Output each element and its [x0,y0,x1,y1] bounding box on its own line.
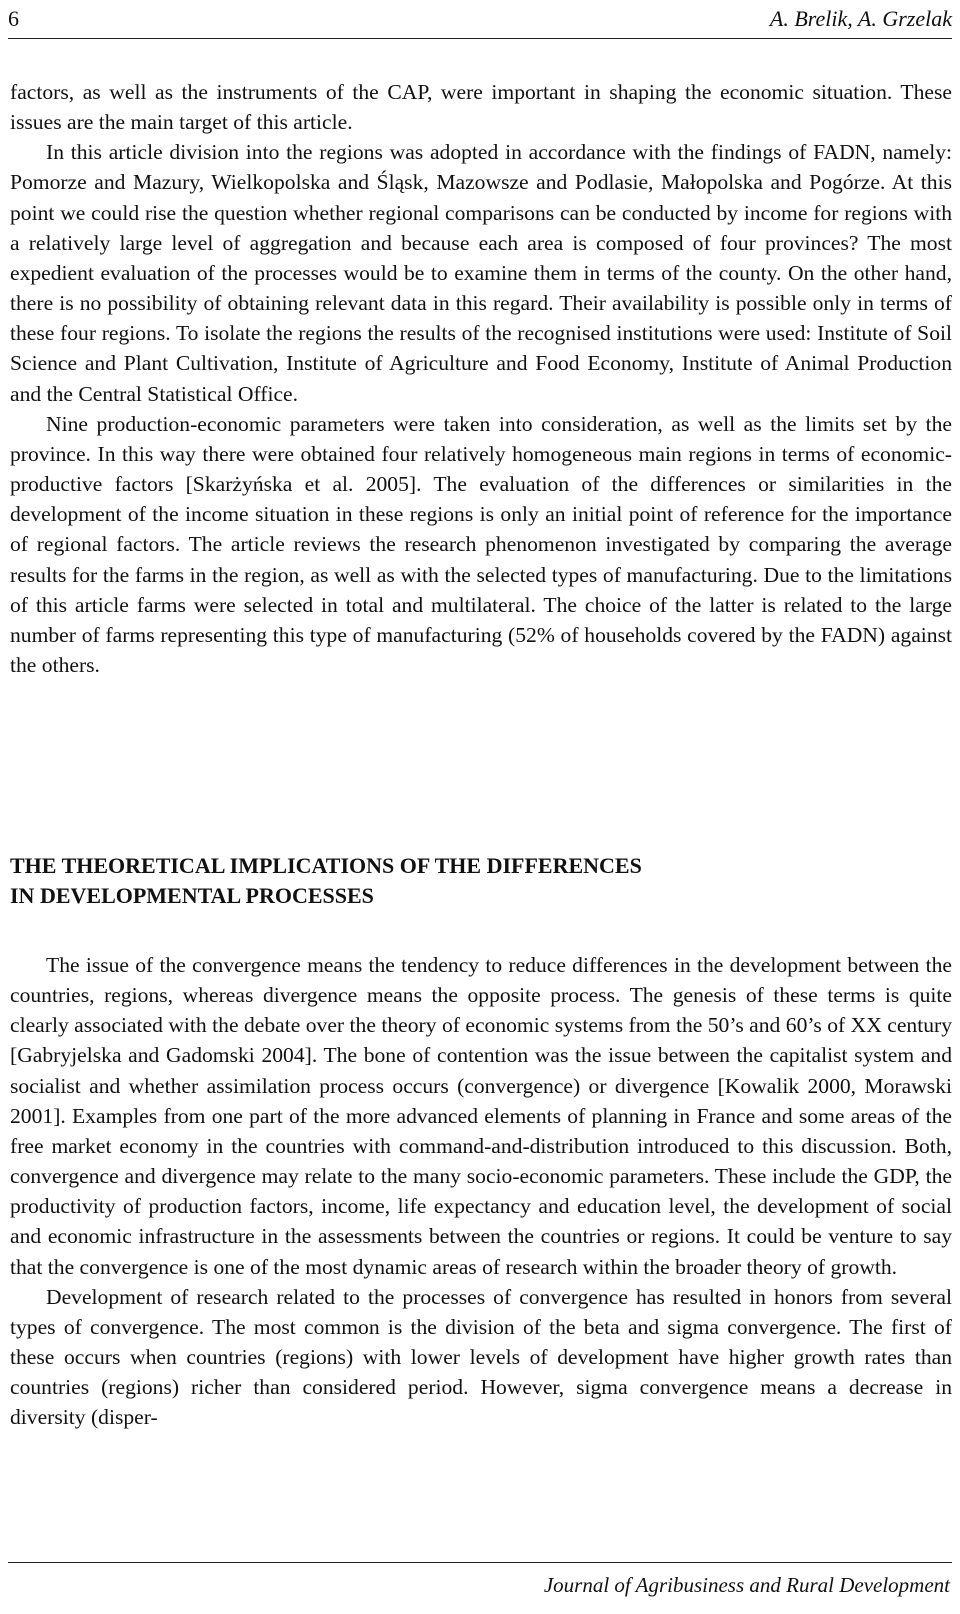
section-text [10,950,952,1433]
page-footer [8,1562,952,1603]
paragraph: The issue of the convergence means the tendency to reduce differences in the development between the countries, regions, whereas divergence means the opposite process. The genesis of these terms is quite clearly associated with the debate over the theory of economic systems from the 50’s and 60’s of XX century [Gabryjelska and Gadomski 2004]. The bone of contention was the issue between the capitalist system and socialist and whether assimilation process occurs (convergence) or divergence [Kowalik 2000, Morawski 2001]. Examples from one part of the more advanced elements of planning in France and some areas of the free market economy in the countries with command-and-distribution introduced to this discussion. Both, convergence and divergence may relate to the many socio-economic parameters. These include the GDP, the productivity of production factors, income, life expectancy and education level, the development of social and economic infrastructure in the assessments between the countries or regions. It could be venture to say that the convergence is one of the most dynamic areas of research within the broader theory of growth. [10,953,952,1279]
section-heading-line-1: THE THEORETICAL IMPLICATIONS OF THE DIFFERENCES [10,853,642,878]
page-number: 6 [8,6,19,31]
paragraph: Nine production-economic parameters were taken into consideration, as well as the limits set by the province. In this way there were obtained four relatively homogeneous main regions in terms of economic-productive factors [Skarżyńska et al. 2005]. The evaluation of the differences or similarities in the development of the income situation in these regions is only an initial point of reference for the importance of regional factors. The article reviews the research phenomenon investigated by comparing the average results for the farms in the region, as well as with the selected types of manufacturing. Due to the limitations of this article farms were selected in total and multilateral. The choice of the latter is related to the large number of farms representing this type of manufacturing (52% of households covered by the FADN) against the others. [10,411,952,677]
paragraph: Development of research related to the processes of convergence has resulted in honors from several types of convergence. The most common is the division of the beta and sigma convergence. The first of these occurs when countries (regions) with lower levels of development have higher growth rates than countries (regions) richer than considered period. However, sigma convergence means a decrease in diversity (disper- [10,1284,952,1430]
page-header [8,2,952,39]
section-heading-line-2: IN DEVELOPMENTAL PROCESSES [10,883,374,908]
journal-name: Journal of Agribusiness and Rural Development [543,1573,950,1597]
paragraph: In this article division into the regions was adopted in accordance with the findings of FADN, namely: Pomorze and Mazury, Wielkopolska and Śląsk, Mazowsze and Podlasie, Małopolska and Pogórze. At this point we could rise the question whether regional comparisons can be conducted by income for regions with a relatively large level of aggregation and because each area is composed of four provinces? The most expedient evaluation of the processes would be to examine them in terms of the county. On the other hand, there is no possibility of obtaining relevant data in this regard. Their availability is possible only in terms of these four regions. To isolate the regions the results of the recognised institutions were used: Institute of Soil Science and Plant Cultivation, Institute of Agriculture and Food Economy, Institute of Animal Production and the Central Statistical Office. [10,140,952,406]
intro-text [10,77,952,680]
section-heading [10,851,910,911]
running-head-authors: A. Brelik, A. Grzelak [769,6,952,31]
paragraph: factors, as well as the instruments of the CAP, were important in shaping the economic situation. These issues are the main target of this article. [10,80,952,135]
